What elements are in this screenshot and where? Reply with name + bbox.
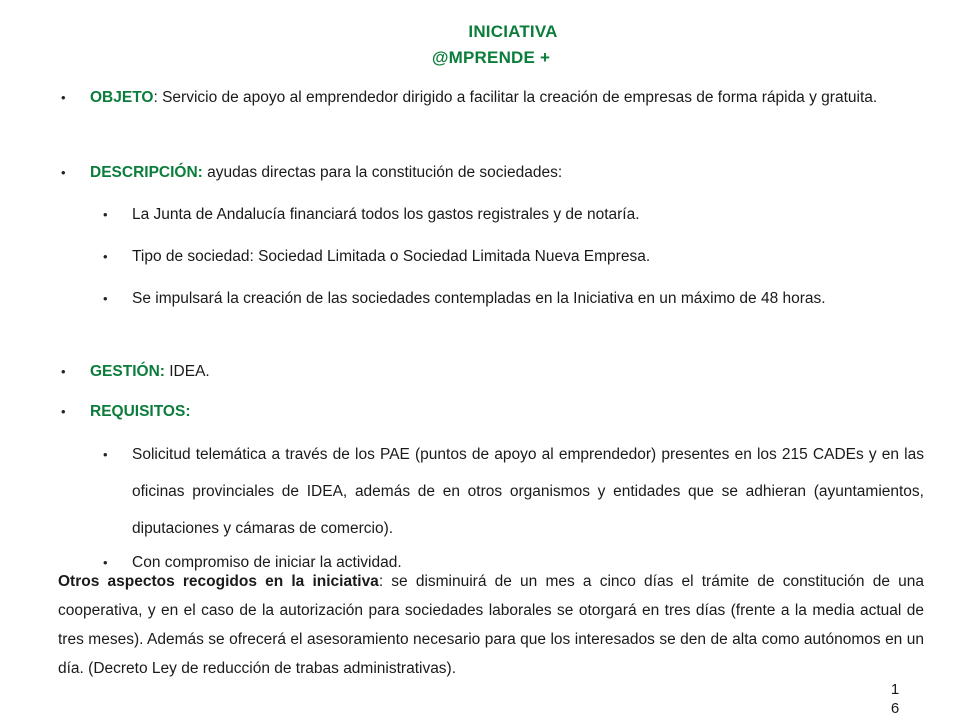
sub-item-solicitud: Solicitud telemática a través de los PAE (puntos de apoyo al emprendedor) presentes en los 215 CADEs y en las oficinas provinciales de IDEA, además de en otros organismos y entidades que se adhieran (ayuntamientos, diputaciones y cámaras de comercio). xyxy=(132,446,924,537)
item-text: IDEA. xyxy=(164,363,210,380)
item-sep: : xyxy=(153,89,158,106)
item-requisitos xyxy=(90,393,900,430)
item-gestion xyxy=(90,353,900,390)
page-number-digit-2: 6 xyxy=(890,700,900,717)
item-text: ayudas directas para la constitución de sociedades: xyxy=(202,164,563,181)
bullet: • xyxy=(103,291,108,306)
item-label: DESCRIPCIÓN: xyxy=(90,164,203,181)
bullet: • xyxy=(103,555,108,570)
sub-item-tipo-sociedad: Tipo de sociedad: Sociedad Limitada o Sociedad Limitada Nueva Empresa. xyxy=(132,248,651,265)
title-line-1: INICIATIVA xyxy=(468,22,558,41)
otros-lead: Otros aspectos recogidos en la iniciativa xyxy=(58,573,379,590)
otros-text: : se disminuirá de un mes a cinco días el trámite de constitución de una cooperativa, y en el caso de la autorización para sociedades laborales se otorgará en tres días (frente a la media actual de tres meses). Además se ofrecerá el asesoramiento necesario para que los interesados se den de alta como autónomos en un día. (Decreto Ley de reducción de trabas administrativas). xyxy=(58,573,924,677)
bullet: • xyxy=(103,447,108,462)
item-label: REQUISITOS: xyxy=(90,403,191,420)
bullet: • xyxy=(103,249,108,264)
bullet: • xyxy=(61,165,66,180)
sub-item-compromiso: Con compromiso de iniciar la actividad. xyxy=(132,554,402,571)
bullet: • xyxy=(61,90,66,105)
item-label: OBJETO xyxy=(90,89,154,106)
item-objeto xyxy=(90,79,900,116)
bullet: • xyxy=(61,364,66,379)
item-text: Servicio de apoyo al emprendedor dirigido a facilitar la creación de empresas de forma rápida y gratuita. xyxy=(157,89,878,106)
sub-item-gastos: La Junta de Andalucía financiará todos los gastos registrales y de notaría. xyxy=(132,206,640,223)
item-label: GESTIÓN: xyxy=(90,363,165,380)
page-number-digit-1: 1 xyxy=(890,681,900,698)
sub-item-plazo: Se impulsará la creación de las sociedades contempladas en la Iniciativa en un máximo de 48 horas. xyxy=(132,290,826,307)
bullet: • xyxy=(61,404,66,419)
item-descripcion xyxy=(90,154,900,191)
title-line-2: @MPRENDE + xyxy=(431,48,551,67)
otros-aspectos-paragraph xyxy=(58,567,924,683)
bullet: • xyxy=(103,207,108,222)
